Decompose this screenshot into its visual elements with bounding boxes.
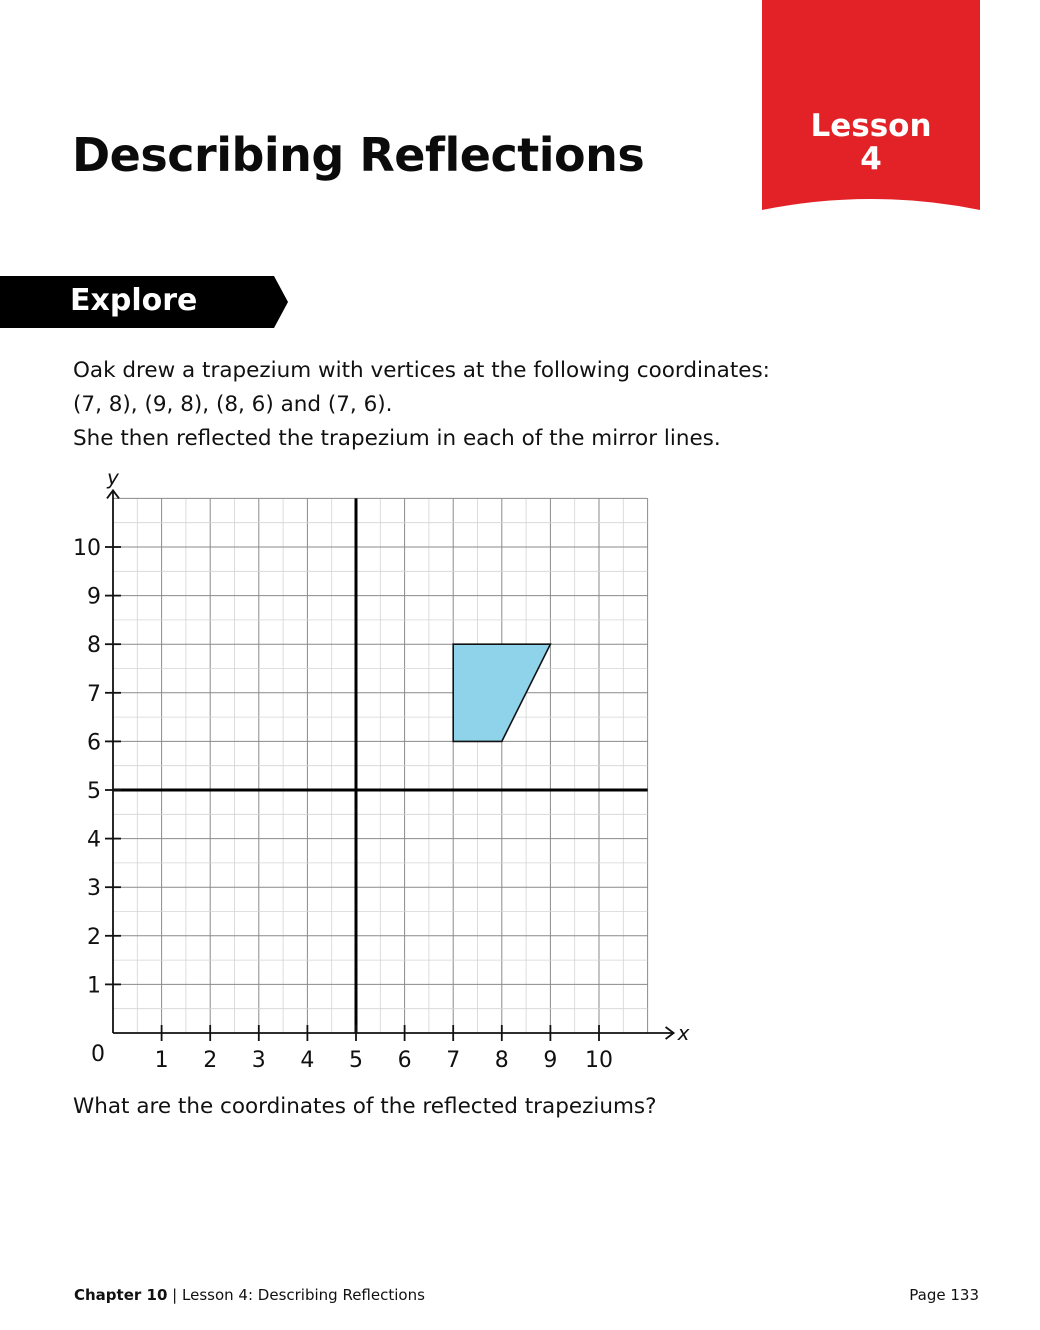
- x-tick-label: 1: [154, 1048, 169, 1073]
- intro-line: (7, 8), (9, 8), (8, 6) and (7, 6).: [73, 392, 393, 417]
- x-tick-label: 9: [543, 1048, 558, 1073]
- intro-line: Oak drew a trapezium with vertices at the following coordinates:: [73, 358, 770, 383]
- footer-chapter: Chapter 10: [74, 1286, 168, 1304]
- x-tick-label: 2: [203, 1048, 218, 1073]
- x-tick-label: 7: [446, 1048, 461, 1073]
- x-tick-label: 6: [397, 1048, 412, 1073]
- intro-line: She then reflected the trapezium in each of the mirror lines.: [73, 426, 721, 451]
- x-tick-label: 8: [494, 1048, 509, 1073]
- origin-label: 0: [91, 1042, 105, 1067]
- y-tick-label: 2: [87, 924, 101, 950]
- page-title: Describing Reflections: [72, 128, 645, 182]
- y-axis-label: y: [107, 465, 119, 490]
- x-tick-label: 3: [251, 1048, 266, 1073]
- lesson-word: Lesson: [810, 108, 932, 144]
- footer-lesson: Lesson 4: Describing Reflections: [182, 1286, 425, 1304]
- y-tick-label: 10: [73, 536, 101, 561]
- y-tick-label: 6: [87, 730, 101, 756]
- y-tick-label: 9: [87, 584, 101, 610]
- x-axis-label: x: [677, 1021, 690, 1045]
- y-tick-label: 5: [87, 779, 101, 804]
- footer-separator: |: [172, 1286, 178, 1304]
- x-tick-label: 5: [349, 1048, 363, 1073]
- explore-label: Explore: [70, 283, 198, 318]
- y-tick-label: 4: [87, 827, 101, 853]
- y-tick-label: 8: [87, 633, 101, 659]
- question-text: What are the coordinates of the reflected trapeziums?: [73, 1094, 657, 1119]
- x-tick-label: 10: [585, 1048, 613, 1073]
- y-tick-label: 1: [87, 973, 101, 999]
- footer-chapter-info: [74, 1286, 425, 1304]
- footer-page-number: Page 133: [909, 1286, 979, 1304]
- lesson-number: 4: [860, 141, 882, 177]
- y-tick-label: 7: [87, 681, 101, 707]
- x-tick-label: 4: [300, 1048, 315, 1073]
- y-tick-label: 3: [87, 876, 101, 902]
